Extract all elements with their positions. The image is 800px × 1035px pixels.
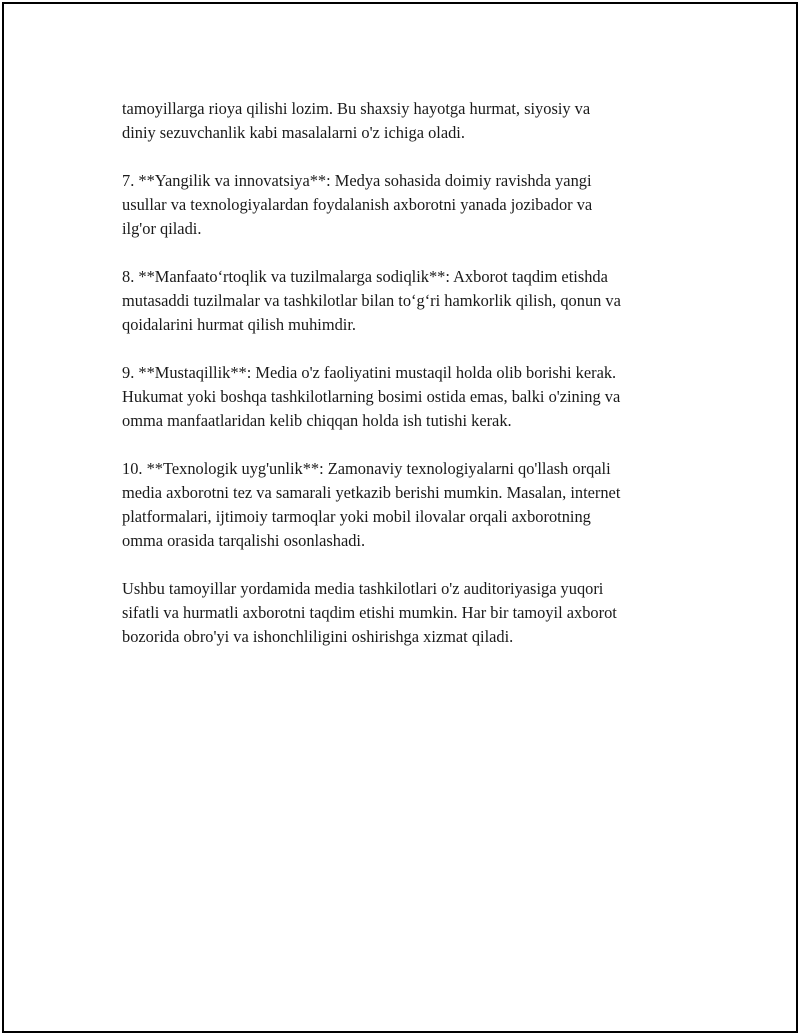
paragraph-partnership: 8. **Manfaato‘rtoqlik va tuzilmalarga sodiqlik**: Axborot taqdim etishda mutasaddi tuzilmalar va tashkilotlar bilan to‘g‘ri hamkorlik qilish, qonun va qoidalarini hurmat qilish muhimdir. xyxy=(122,267,621,334)
paragraph-conclusion: Ushbu tamoyillar yordamida media tashkilotlari o'z auditoriyasiga yuqori sifatli va hurmatli axborotni taqdim etishi mumkin. Har bir tamoyil axborot bozorida obro'yi va ishonchliligini oshirishga xizmat qiladi. xyxy=(122,579,617,646)
paragraph-technology: 10. **Texnologik uyg'unlik**: Zamonaviy texnologiyalarni qo'llash orqali media axborotni tez va samarali yetkazib berishi mumkin. Masalan, internet platformalari, ijtimoiy tarmoqlar yoki mobil ilovalar orqali axborotning omma orasida tarqalishi osonlashadi. xyxy=(122,459,621,550)
paragraph-innovation: 7. **Yangilik va innovatsiya**: Medya sohasida doimiy ravishda yangi usullar va texnologiyalardan foydalanish axborotni yanada jozibador va ilg'or qiladi. xyxy=(122,171,593,238)
paragraph-independence: 9. **Mustaqillik**: Media o'z faoliyatini mustaqil holda olib borishi kerak. Hukumat yoki boshqa tashkilotlarning bosimi ostida emas, balki o'zining va omma manfaatlaridan kelib chiqqan holda ish tutishi kerak. xyxy=(122,363,621,430)
document-body xyxy=(122,97,692,673)
paragraph-privacy-continuation: tamoyillarga rioya qilishi lozim. Bu shaxsiy hayotga hurmat, siyosiy va diniy sezuvchanlik kabi masalalarni o'z ichiga oladi. xyxy=(122,99,591,142)
document-page xyxy=(2,2,798,1033)
